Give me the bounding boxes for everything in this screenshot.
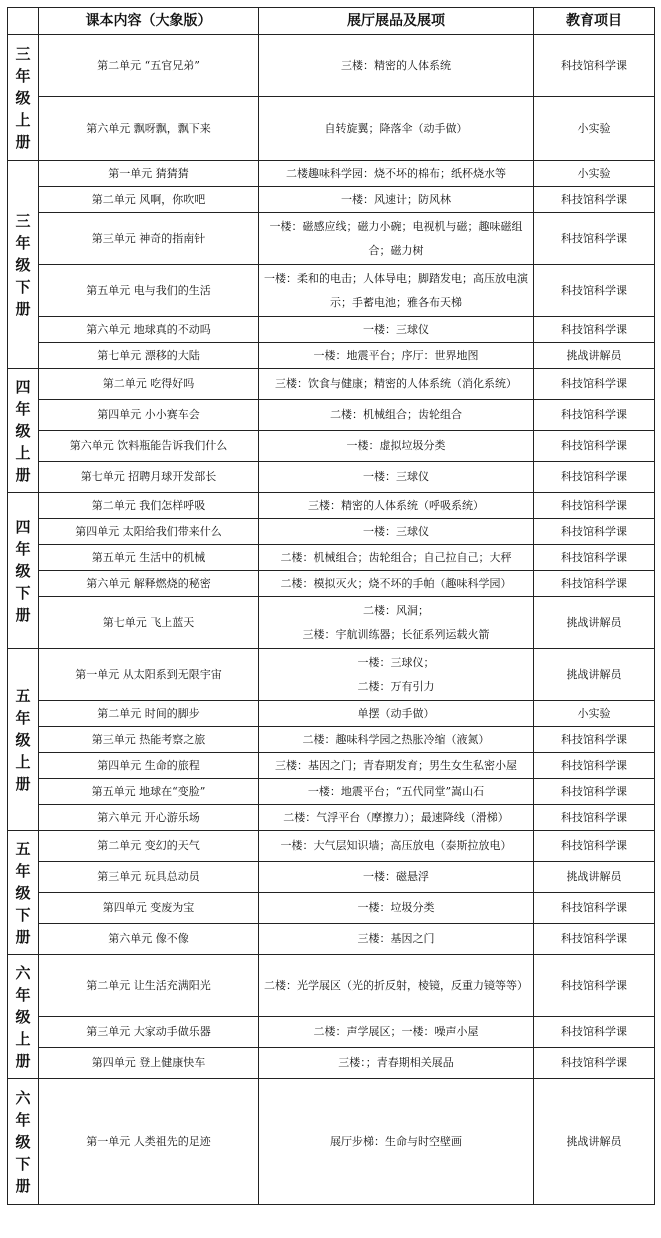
exhibit-cell: 一楼：垃圾分类: [259, 893, 534, 924]
content-cell: 第一单元 人类祖先的足迹: [39, 1079, 259, 1205]
project-cell: 科技馆科学课: [534, 545, 655, 571]
grade-cell: [8, 35, 39, 161]
grade-label: 四年级下册: [15, 517, 31, 624]
table-row: [8, 862, 655, 893]
exhibit-cell: 二楼：光学展区（光的折反射，棱镜，反重力镜等等）: [259, 955, 534, 1017]
header-education-project: 教育项目: [534, 8, 655, 35]
project-cell: 挑战讲解员: [534, 649, 655, 701]
project-cell: 科技馆科学课: [534, 727, 655, 753]
grade-label: 六年级上册: [15, 963, 31, 1070]
content-cell: 第一单元 猜猜猜: [39, 161, 259, 187]
grade-cell: [8, 493, 39, 649]
exhibit-cell: 一楼：三球仪: [259, 317, 534, 343]
project-cell: 科技馆科学课: [534, 924, 655, 955]
content-cell: 第七单元 飞上蓝天: [39, 597, 259, 649]
table-row: [8, 400, 655, 431]
table-row: [8, 649, 655, 701]
grade-label: 六年级下册: [15, 1088, 31, 1195]
exhibit-cell: 二楼趣味科学园：烧不坏的棉布；纸杯烧水等: [259, 161, 534, 187]
content-cell: 第三单元 神奇的指南针: [39, 213, 259, 265]
content-cell: 第六单元 开心游乐场: [39, 805, 259, 831]
table-row: [8, 161, 655, 187]
content-cell: 第五单元 生活中的机械: [39, 545, 259, 571]
content-cell: 第七单元 漂移的大陆: [39, 343, 259, 369]
table-row: [8, 1048, 655, 1079]
table-row: [8, 597, 655, 649]
exhibit-cell: 三楼：；青春期相关展品: [259, 1048, 534, 1079]
table-row: [8, 265, 655, 317]
table-row: [8, 213, 655, 265]
table-row: [8, 431, 655, 462]
table-row: [8, 317, 655, 343]
exhibit-cell: 自转旋翼；降落伞（动手做）: [259, 97, 534, 161]
grade-cell: [8, 831, 39, 955]
content-cell: 第四单元 生命的旅程: [39, 753, 259, 779]
exhibit-cell: 一楼：三球仪: [259, 519, 534, 545]
table-row: [8, 955, 655, 1017]
exhibit-cell: 三楼：精密的人体系统（呼吸系统）: [259, 493, 534, 519]
project-cell: 科技馆科学课: [534, 400, 655, 431]
grade-cell: [8, 649, 39, 831]
content-cell: 第六单元 解释燃烧的秘密: [39, 571, 259, 597]
table-row: [8, 571, 655, 597]
project-cell: 科技馆科学课: [534, 462, 655, 493]
header-textbook-content: 课本内容（大象版）: [39, 8, 259, 35]
exhibit-cell: 二楼：风洞； 三楼：宇航训练器；长征系列运载火箭: [259, 597, 534, 649]
content-cell: 第六单元 饮料瓶能告诉我们什么: [39, 431, 259, 462]
grade-label: 三年级上册: [15, 44, 31, 151]
exhibit-cell: 单摆（动手做）: [259, 701, 534, 727]
project-cell: 挑战讲解员: [534, 597, 655, 649]
project-cell: 小实验: [534, 97, 655, 161]
content-cell: 第三单元 大家动手做乐器: [39, 1017, 259, 1048]
exhibit-cell: 一楼：地震平台；“五代同堂”嵩山石: [259, 779, 534, 805]
project-cell: 科技馆科学课: [534, 753, 655, 779]
table-row: [8, 187, 655, 213]
grade-label: 五年级上册: [15, 686, 31, 793]
project-cell: 科技馆科学课: [534, 1017, 655, 1048]
project-cell: 科技馆科学课: [534, 571, 655, 597]
table-row: [8, 369, 655, 400]
content-cell: 第二单元 时间的脚步: [39, 701, 259, 727]
exhibit-cell: 一楼：柔和的电击；人体导电；脚踏发电；高压放电演示；手蓄电池；雅各布天梯: [259, 265, 534, 317]
exhibit-cell: 二楼：趣味科学园之热胀冷缩（液氮）: [259, 727, 534, 753]
exhibit-cell: 一楼：大气层知识墙；高压放电（泰斯拉放电）: [259, 831, 534, 862]
exhibit-cell: 一楼：地震平台；序厅：世界地图: [259, 343, 534, 369]
project-cell: 小实验: [534, 161, 655, 187]
table-row: [8, 493, 655, 519]
header-row: [8, 8, 655, 35]
exhibit-cell: 三楼：饮食与健康；精密的人体系统（消化系统）: [259, 369, 534, 400]
table-row: [8, 727, 655, 753]
content-cell: 第三单元 玩具总动员: [39, 862, 259, 893]
project-cell: 科技馆科学课: [534, 1048, 655, 1079]
exhibit-cell: 二楼：气浮平台（摩擦力）；最速降线（滑梯）: [259, 805, 534, 831]
content-cell: 第四单元 太阳给我们带来什么: [39, 519, 259, 545]
table-row: [8, 805, 655, 831]
project-cell: 科技馆科学课: [534, 187, 655, 213]
content-cell: 第四单元 变废为宝: [39, 893, 259, 924]
table-row: [8, 1017, 655, 1048]
exhibit-cell: 一楼：三球仪； 二楼：万有引力: [259, 649, 534, 701]
content-cell: 第四单元 小小赛车会: [39, 400, 259, 431]
exhibit-cell: 一楼：虚拟垃圾分类: [259, 431, 534, 462]
table-row: [8, 753, 655, 779]
content-cell: 第二单元 吃得好吗: [39, 369, 259, 400]
table-row: [8, 35, 655, 97]
project-cell: 科技馆科学课: [534, 317, 655, 343]
content-cell: 第二单元 让生活充满阳光: [39, 955, 259, 1017]
content-cell: 第一单元 从太阳系到无限宇宙: [39, 649, 259, 701]
table-row: [8, 1079, 655, 1205]
grade-cell: [8, 369, 39, 493]
exhibit-cell: 一楼：风速计；防风林: [259, 187, 534, 213]
table-row: [8, 519, 655, 545]
exhibit-cell: 一楼：磁感应线；磁力小碗；电视机与磁；趣味磁组合；磁力树: [259, 213, 534, 265]
exhibit-cell: 三楼：基因之门；青春期发育；男生女生私密小屋: [259, 753, 534, 779]
grade-label: 四年级上册: [15, 377, 31, 484]
content-cell: 第五单元 地球在“变脸”: [39, 779, 259, 805]
project-cell: 挑战讲解员: [534, 862, 655, 893]
table-row: [8, 701, 655, 727]
table-row: [8, 924, 655, 955]
exhibit-cell: 三楼：精密的人体系统: [259, 35, 534, 97]
project-cell: 科技馆科学课: [534, 893, 655, 924]
project-cell: 科技馆科学课: [534, 955, 655, 1017]
project-cell: 科技馆科学课: [534, 831, 655, 862]
table-row: [8, 779, 655, 805]
content-cell: 第二单元 “五官兄弟”: [39, 35, 259, 97]
exhibit-cell: 一楼：磁悬浮: [259, 862, 534, 893]
project-cell: 小实验: [534, 701, 655, 727]
content-cell: 第二单元 变幻的天气: [39, 831, 259, 862]
project-cell: 科技馆科学课: [534, 519, 655, 545]
content-cell: 第三单元 热能考察之旅: [39, 727, 259, 753]
curriculum-table: [7, 7, 655, 1205]
project-cell: 科技馆科学课: [534, 779, 655, 805]
grade-cell: [8, 1079, 39, 1205]
table-row: [8, 97, 655, 161]
table-row: [8, 545, 655, 571]
exhibit-cell: 二楼：声学展区；一楼：噪声小屋: [259, 1017, 534, 1048]
content-cell: 第六单元 飘呀飘，飘下来: [39, 97, 259, 161]
project-cell: 科技馆科学课: [534, 369, 655, 400]
exhibit-cell: 展厅步梯：生命与时空壁画: [259, 1079, 534, 1205]
exhibit-cell: 二楼：机械组合；齿轮组合；自己拉自己；大秤: [259, 545, 534, 571]
content-cell: 第二单元 风啊，你吹吧: [39, 187, 259, 213]
grade-label: 五年级下册: [15, 839, 31, 946]
content-cell: 第六单元 地球真的不动吗: [39, 317, 259, 343]
table-row: [8, 462, 655, 493]
project-cell: 科技馆科学课: [534, 493, 655, 519]
exhibit-cell: 二楼：模拟灭火；烧不坏的手帕（趣味科学园）: [259, 571, 534, 597]
content-cell: 第六单元 像不像: [39, 924, 259, 955]
content-cell: 第七单元 招聘月球开发部长: [39, 462, 259, 493]
grade-label: 三年级下册: [15, 211, 31, 318]
grade-cell: [8, 955, 39, 1079]
content-cell: 第四单元 登上健康快车: [39, 1048, 259, 1079]
table-body: [8, 35, 655, 1205]
project-cell: 科技馆科学课: [534, 265, 655, 317]
project-cell: 科技馆科学课: [534, 431, 655, 462]
header-grade: [8, 8, 39, 35]
exhibit-cell: 二楼：机械组合；齿轮组合: [259, 400, 534, 431]
table-row: [8, 893, 655, 924]
exhibit-cell: 一楼：三球仪: [259, 462, 534, 493]
content-cell: 第五单元 电与我们的生活: [39, 265, 259, 317]
header-exhibits: 展厅展品及展项: [259, 8, 534, 35]
table-row: [8, 343, 655, 369]
project-cell: 挑战讲解员: [534, 1079, 655, 1205]
exhibit-cell: 三楼：基因之门: [259, 924, 534, 955]
project-cell: 科技馆科学课: [534, 213, 655, 265]
project-cell: 科技馆科学课: [534, 35, 655, 97]
grade-cell: [8, 161, 39, 369]
project-cell: 挑战讲解员: [534, 343, 655, 369]
project-cell: 科技馆科学课: [534, 805, 655, 831]
content-cell: 第二单元 我们怎样呼吸: [39, 493, 259, 519]
table-row: [8, 831, 655, 862]
